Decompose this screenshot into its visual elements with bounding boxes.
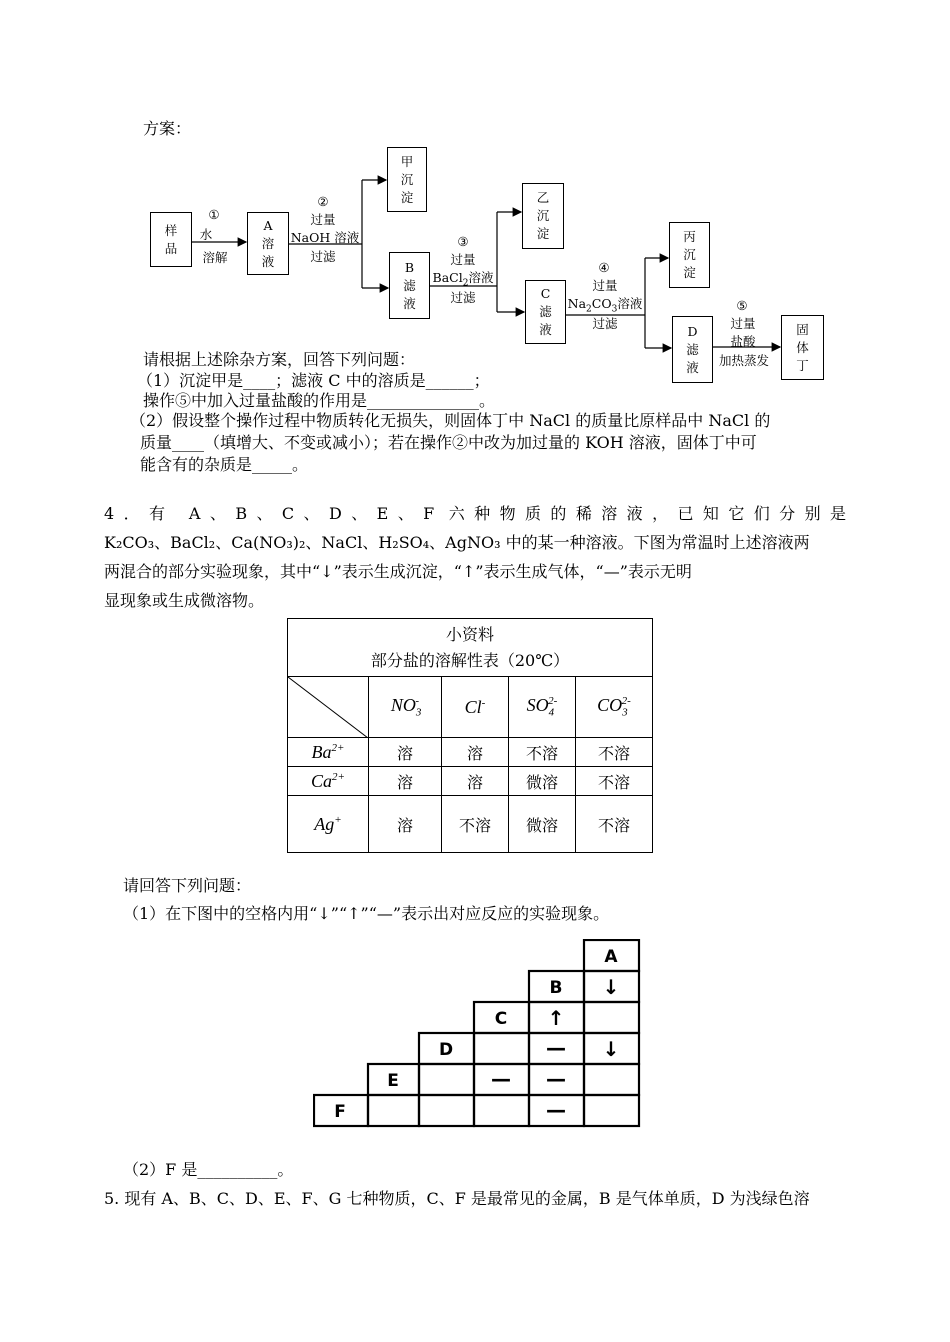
table-corner [288,677,369,738]
box-c-filtrate: C 滤 液 [525,280,566,344]
grid-letter-f: F [334,1102,346,1122]
table-row [288,796,653,853]
grid-letter-d: D [438,1040,454,1060]
grid-letter-a: A [604,947,618,967]
cation-ca: $Ca^{2+}$ [288,767,369,796]
box-precipitate-jia: 甲 沉 淀 [387,147,427,212]
table-row [288,767,653,796]
q4-line2: K₂CO₃、BaCl₂、Ca(NO₃)₂、NaCl、H₂SO₄、AgNO₃ 中的某一种溶液。下图为常温时上述溶液两 [104,533,810,552]
q4-questions-intro: 请回答下列问题： [123,876,252,895]
step5-evaporate: 加热蒸发 [718,353,769,368]
table-cell: 溶 [442,767,509,796]
step5-number: ⑤ [736,298,748,313]
table-cell: 溶 [369,796,442,853]
anion-co3: $CO_3^{2-}$ [576,677,653,738]
step5-reagent: 盐酸 [730,334,756,349]
grid-letter-c: C [494,1009,508,1029]
q4-question-2: （2）F 是__________。 [123,1160,294,1179]
q3-question-1b: 操作⑤中加入过量盐酸的作用是______________。 [143,391,496,410]
step1-number: ① [208,207,220,222]
q4-line3: 两混合的部分实验现象，其中“↓”表示生成沉淀，“↑”表示生成气体，“—”表示无明 [104,562,692,581]
q3-intro: 请根据上述除杂方案，回答下列问题： [143,350,416,369]
step3-excess: 过量 [450,252,476,267]
mark-ad-down: ↓ [602,1037,620,1061]
step3-filter: 过滤 [450,290,476,305]
mark-ab-down: ↓ [602,975,620,999]
anion-cl: Cl- [442,677,509,738]
table-cell: 不溶 [442,796,509,853]
table-cell: 微溶 [509,796,576,853]
mark-bd-dash: — [546,1036,566,1060]
box-solid-ding: 固 体 丁 [781,315,824,380]
table-cell: 微溶 [509,767,576,796]
table-cell: 不溶 [576,738,653,767]
box-precipitate-yi: 乙 沉 淀 [522,183,564,249]
table-cell: 溶 [369,767,442,796]
q4-question-1: （1）在下图中的空格内用“↓”“↑”“—”表示出对应反应的实验现象。 [123,904,610,923]
mark-be-dash: — [546,1067,566,1091]
grid-letter-e: E [387,1071,399,1091]
step4-filter: 过滤 [592,316,618,331]
step5-excess: 过量 [730,316,756,331]
solubility-table [287,618,653,853]
table-cell: 不溶 [509,738,576,767]
mark-bc-up: ↑ [547,1006,565,1030]
mark-bf-dash: — [546,1098,566,1122]
step4-excess: 过量 [592,278,618,293]
mark-ce-dash: — [491,1067,511,1091]
step1-dissolve: 溶解 [202,250,228,265]
cation-ba: $Ba^{2+}$ [288,738,369,767]
step4-reagent: $Na_2CO_3$溶液 [567,296,643,315]
box-d-filtrate: D 滤 液 [672,316,713,383]
table-row [288,738,653,767]
box-a-solution: A 溶 液 [247,212,289,275]
step3-number: ③ [457,234,469,249]
q5-line1: 5. 现有 A、B、C、D、E、F、G 七种物质，C、F 是最常见的金属，B 是气体单质，D 为浅绿色溶 [104,1189,810,1208]
step4-number: ④ [598,260,610,275]
step1-water: 水 [199,227,213,242]
box-precipitate-bing: 丙 沉 淀 [669,222,710,288]
q3-question-2c: 能含有的杂质是_____。 [140,455,309,474]
anion-no3: $NO_3^-$ [369,677,442,738]
table-cell: 溶 [369,738,442,767]
step2-reagent: NaOH 溶液 [290,230,360,245]
step2-excess: 过量 [310,212,336,227]
table-cell: 不溶 [576,796,653,853]
q3-question-1: （1）沉淀甲是____；滤液 C 中的溶质是______； [137,371,490,390]
q4-line1: 4．有 A、B、C、D、E、F 六种物质的稀溶液，已知它们分别是 [104,504,846,523]
anion-so4: $SO_4^{2-}$ [509,677,576,738]
q4-line4: 显现象或生成微溶物。 [104,591,265,610]
reaction-grid [313,939,643,1129]
q3-question-2b: 质量____（填增大、不变或减小）；若在操作②中改为加过量的 KOH 溶液，固体丁中可 [140,433,757,452]
table-cell: 不溶 [576,767,653,796]
scheme-label: 方案： [143,119,192,138]
step2-filter: 过滤 [310,249,336,264]
grid-letter-b: B [549,978,563,998]
table-cell: 溶 [442,738,509,767]
table-title: 小资料 部分盐的溶解性表（20℃） [288,619,653,677]
cation-ag: Ag+ [288,796,369,853]
box-b-filtrate: B 滤 液 [389,252,430,319]
step2-number: ② [317,194,329,209]
q3-question-2a: （2）假设整个操作过程中物质转化无损失，则固体丁中 NaCl 的质量比原样品中 NaCl 的 [130,411,771,430]
box-sample: 样 品 [150,212,192,267]
step3-reagent: BaCl$_2$溶液 [432,270,494,289]
